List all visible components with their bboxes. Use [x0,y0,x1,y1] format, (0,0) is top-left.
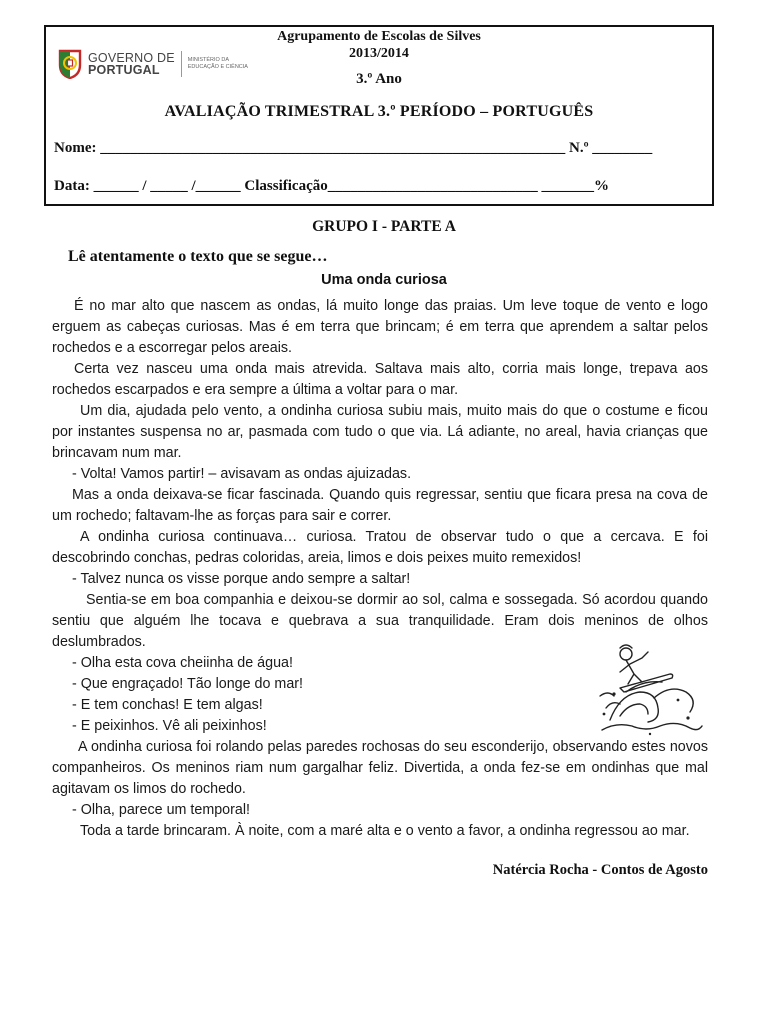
story-dialogue: - Volta! Vamos partir! – avisavam as ondas ajuizadas. [72,466,412,482]
story-dialogue: - Olha, parece um temporal! [72,802,250,818]
story-dialogue: - Talvez nunca os visse porque ando sempre a saltar! [72,571,411,587]
story-dialogue: - E tem conchas! E tem algas! [72,697,263,713]
logo-line2: PORTUGAL [88,63,160,77]
exam-header [44,25,714,206]
school-year: 2013/2014 [349,46,409,61]
story-paragraph: Um dia, ajudada pelo vento, a ondinha curiosa subiu mais, muito mais do que o costume e ficou por instantes suspensa no ar, pasmada com tudo o que via. Lá adiante, no areal, havia crianças que brincavam num mar. [52,403,708,461]
story-dialogue: - E peixinhos. Vê ali peixinhos! [72,718,267,734]
story-paragraph: Sentia-se em boa companhia e deixou-se dormir ao sol, calma e sossegada. Só acordou quando sentiu que alguém lhe tocava e quebrava a sua tranquilidade. Eram dois meninos de olhos deslumbrados. [52,592,708,650]
name-number-line: Nome: ______________________________________________________________ N.º ________ [54,140,653,156]
story-dialogue: - Que engraçado! Tão longe do mar! [72,676,304,692]
school-name: Agrupamento de Escolas de Silves [277,29,481,44]
story-title: Uma onda curiosa [321,272,447,288]
evaluation-title: AVALIAÇÃO TRIMESTRAL 3.º PERÍODO – PORTUGUÊS [164,103,594,120]
instruction: Lê atentamente o texto que se segue… [68,248,328,265]
story-paragraph: É no mar alto que nascem as ondas, lá muito longe das praias. Um leve toque de vento e logo erguem as cabeças curiosas. Mas é em terra que brincam; é em terra que aprendem a saltar pelos rochedos e a escorregar pelos areais. [52,298,708,356]
surfer-on-wave-illustration [590,634,708,738]
logo-line1: GOVERNO DE [88,51,175,65]
story-paragraph: Toda a tarde brincaram. À noite, com a maré alta e o vento a favor, a ondinha regressou ao mar. [80,823,690,839]
story-text [52,296,708,842]
story-dialogue: - Olha esta cova cheiinha de água! [72,655,293,671]
story-paragraph: Mas a onda deixava-se ficar fascinada. Quando quis regressar, sentiu que ficara presa na cova de um rochedo; faltavam-lhe as forças para sair e correr. [52,487,708,524]
story-author: Natércia Rocha - Contos de Agosto [492,862,708,878]
story-paragraph: A ondinha curiosa foi rolando pelas paredes rochosas do seu esconderijo, observando estes novos companheiros. Os meninos riam num gargalhar feliz. Divertida, a onda fez-se em ondinhas que mal agitavam os limos do rochedo. [52,739,708,797]
grade: 3.º Ano [356,71,402,87]
group-title: GRUPO I - PARTE A [312,218,456,235]
date-classification-line: Data: ______ / _____ /______ Classificação____________________________ _______% [54,178,609,194]
logo-ministry: MINISTÉRIO DA EDUCAÇÃO E CIÊNCIA [187,57,248,70]
story-paragraph: A ondinha curiosa continuava… curiosa. Tratou de observar tudo o que a cercava. E foi descobrindo conchas, pedras coloridas, areia, limos e dois peixes muito remexidos! [52,529,708,566]
story-paragraph: Certa vez nasceu uma onda mais atrevida. Saltava mais alto, corria mais longe, trepava aos rochedos escarpados e era sempre a última a voltar para o mar. [52,361,708,398]
